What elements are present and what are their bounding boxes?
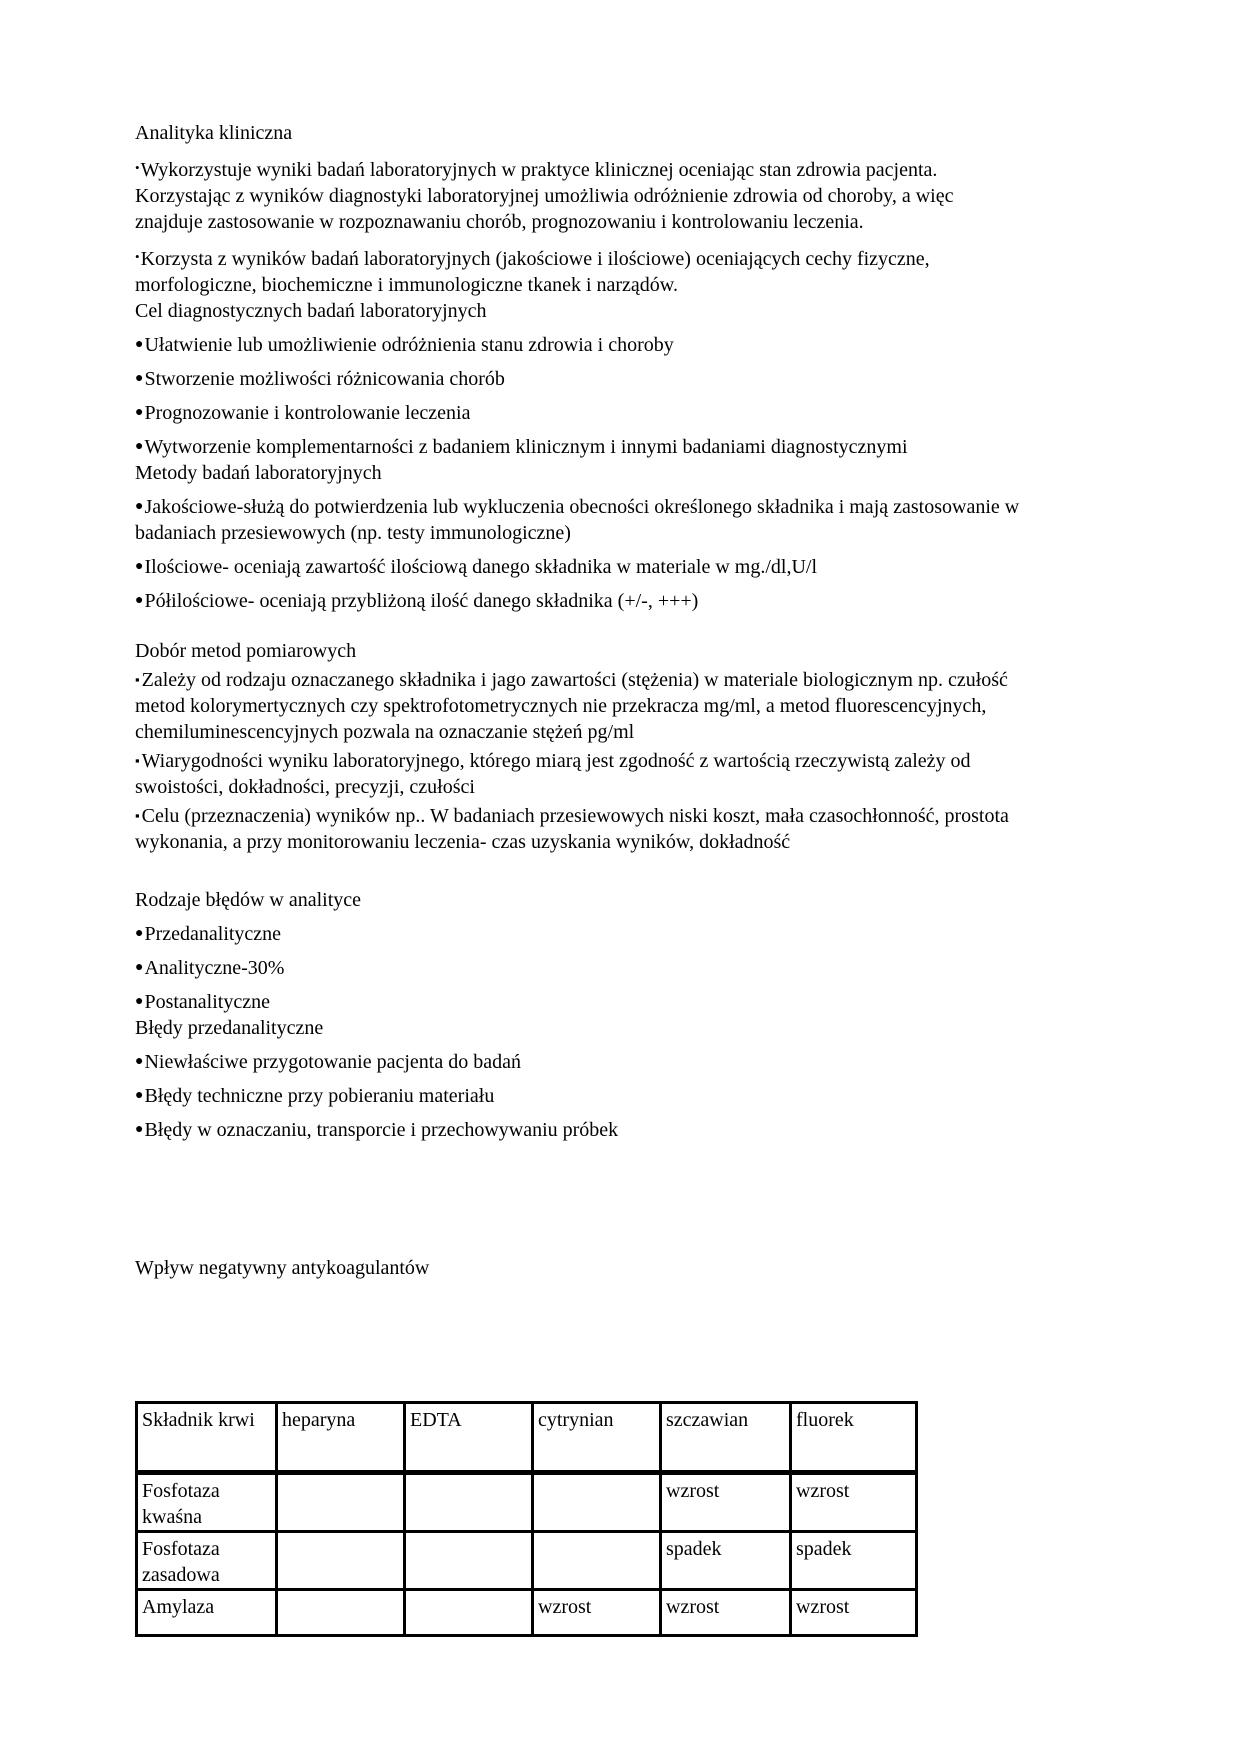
table-cell: Fosfotaza zasadowa (137, 1532, 277, 1590)
bullet-icon: ● (135, 559, 144, 574)
section-heading-metody: Metody badań laboratoryjnych (135, 462, 382, 484)
table-cell: Amylaza (137, 1590, 277, 1636)
bullet-text: Niewłaściwe przygotowanie pacjenta do badań (144, 1051, 521, 1073)
bullet-icon: ● (135, 499, 144, 514)
bullet-icon: ● (135, 1122, 144, 1137)
bullet-icon: ● (135, 994, 144, 1009)
table-cell (405, 1590, 533, 1636)
table-cell (533, 1532, 661, 1590)
table-cell (277, 1590, 405, 1636)
bullet-item (135, 494, 1025, 546)
bullet-icon: ▪ (135, 753, 140, 768)
table-cell (277, 1532, 405, 1590)
bullet-text: Ułatwienie lub umożliwienie odróżnienia stanu zdrowia i choroby (144, 334, 674, 356)
bullet-item (135, 554, 1025, 580)
bullet-item (135, 921, 1025, 947)
bullet-item (135, 955, 1025, 981)
document-content (135, 120, 1025, 1637)
bullet-icon: ● (135, 926, 144, 941)
bullet-text: Prognozowanie i kontrolowanie leczenia (144, 402, 471, 424)
bullet-text: Ilościowe- oceniają zawartość ilościową danego składnika w materiale w mg./dl,U/l (144, 556, 818, 578)
bullet-item (135, 1083, 1025, 1109)
bullet-text: Błędy techniczne przy pobieraniu materiału (144, 1085, 495, 1107)
bullet-icon: • (135, 249, 140, 264)
bullet-text: Półilościowe- oceniają przybliżoną ilość danego składnika (+/-, +++) (144, 590, 699, 612)
section-heading-rodzaje: Rodzaje błędów w analityce (135, 889, 362, 911)
bullet-icon: ● (135, 439, 144, 454)
column-header: heparyna (277, 1403, 405, 1473)
table-cell (277, 1473, 405, 1532)
bullet-item (135, 1117, 1025, 1143)
bullet-text: Jakościowe-służą do potwierdzenia lub wykluczenia obecności określonego składnika i mają zastosowanie w badaniach przesiewowych (np. testy immunologiczne) (135, 496, 1020, 544)
bullet-icon: ● (135, 593, 144, 608)
bullet-item (135, 155, 1025, 235)
section-heading-wplyw: Wpływ negatywny antykoagulantów (135, 1257, 430, 1279)
bullet-item (135, 748, 1025, 800)
column-header: cytrynian (533, 1403, 661, 1473)
bullet-item (135, 366, 1025, 392)
bullet-item (135, 400, 1025, 426)
column-header: EDTA (405, 1403, 533, 1473)
bullet-item (135, 989, 1025, 1015)
bullet-item (135, 1049, 1025, 1075)
bullet-item (135, 434, 1025, 460)
column-header: Składnik krwi (137, 1403, 277, 1473)
column-header: fluorek (791, 1403, 917, 1473)
bullet-text: Postanalityczne (144, 991, 270, 1013)
table-cell: wzrost (533, 1590, 661, 1636)
column-header: szczawian (661, 1403, 791, 1473)
table-cell (533, 1473, 661, 1532)
bullet-text: Przedanalityczne (144, 923, 282, 945)
table-row (137, 1473, 917, 1532)
bullet-icon: ● (135, 1054, 144, 1069)
bullet-text: Błędy w oznaczaniu, transporcie i przechowywaniu próbek (144, 1119, 619, 1141)
table-cell: spadek (791, 1532, 917, 1590)
bullet-icon: ● (135, 1088, 144, 1103)
bullet-icon: • (135, 160, 140, 175)
table-header-row (137, 1403, 917, 1473)
bullet-text: Zależy od rodzaju oznaczanego składnika i jago zawartości (stężenia) w materiale biologicznym np. czułość metod kolorymertycznych czy spektrofotometrycznych nie przekracza mg/ml, a metod fluorescencyjnych, chemiluminescencyjnych pozwala na oznaczanie stężeń pg/ml (135, 669, 1008, 743)
bullet-text: Wiarygodności wyniku laboratoryjnego, którego miarą jest zgodność z wartością rzeczywistą zależy od swoistości, dokładności, precyzji, czułości (135, 750, 971, 798)
bullet-icon: ● (135, 337, 144, 352)
section-heading-dobor: Dobór metod pomiarowych (135, 640, 357, 662)
bullet-text: Celu (przeznaczenia) wyników np.. W badaniach przesiewowych niski koszt, mała czasochłonność, prostota wykonania, a przy monitorowaniu leczenia- czas uzyskania wyników, dokładność (135, 805, 1009, 853)
bullet-item (135, 588, 1025, 614)
bullet-item (135, 803, 1025, 855)
table-cell: Fosfotaza kwaśna (137, 1473, 277, 1532)
page-title: Analityka kliniczna (135, 122, 293, 144)
bullet-item (135, 667, 1025, 745)
table-cell (405, 1473, 533, 1532)
table-cell (405, 1532, 533, 1590)
bullet-icon: ● (135, 960, 144, 975)
bullet-item (135, 244, 1025, 298)
bullet-text: Analityczne-30% (144, 957, 285, 979)
table-row (137, 1590, 917, 1636)
table-row (137, 1532, 917, 1590)
bullet-icon: ▪ (135, 808, 140, 823)
bullet-text: Wytworzenie komplementarności z badaniem klinicznym i innymi badaniami diagnostycznymi (144, 436, 908, 458)
bullet-item (135, 332, 1025, 358)
bullet-icon: ▪ (135, 672, 140, 687)
bullet-text: Stworzenie możliwości różnicowania chorób (144, 368, 505, 390)
bullet-icon: ● (135, 371, 144, 386)
section-heading-bledy: Błędy przedanalityczne (135, 1017, 324, 1039)
bullet-text: Korzysta z wyników badań laboratoryjnych (jakościowe i ilościowe) oceniających cechy fizyczne, morfologiczne, biochemiczne i immunologiczne tkanek i narządów. (135, 248, 930, 296)
table-cell: wzrost (661, 1590, 791, 1636)
anticoagulant-effects-table (135, 1401, 918, 1637)
table-cell: wzrost (661, 1473, 791, 1532)
table-cell: wzrost (791, 1590, 917, 1636)
bullet-icon: ● (135, 405, 144, 420)
table-cell: spadek (661, 1532, 791, 1590)
section-heading-cel: Cel diagnostycznych badań laboratoryjnych (135, 300, 487, 322)
table-cell: wzrost (791, 1473, 917, 1532)
bullet-text: Wykorzystuje wyniki badań laboratoryjnych w praktyce klinicznej oceniając stan zdrowia pacjenta. Korzystając z wyników diagnostyki laboratoryjnej umożliwia odróżnienie zdrowia od choroby, a więc znajduje zastosowanie w rozpoznawaniu chorób, prognozowaniu i kontrolowaniu leczenia. (135, 159, 954, 233)
